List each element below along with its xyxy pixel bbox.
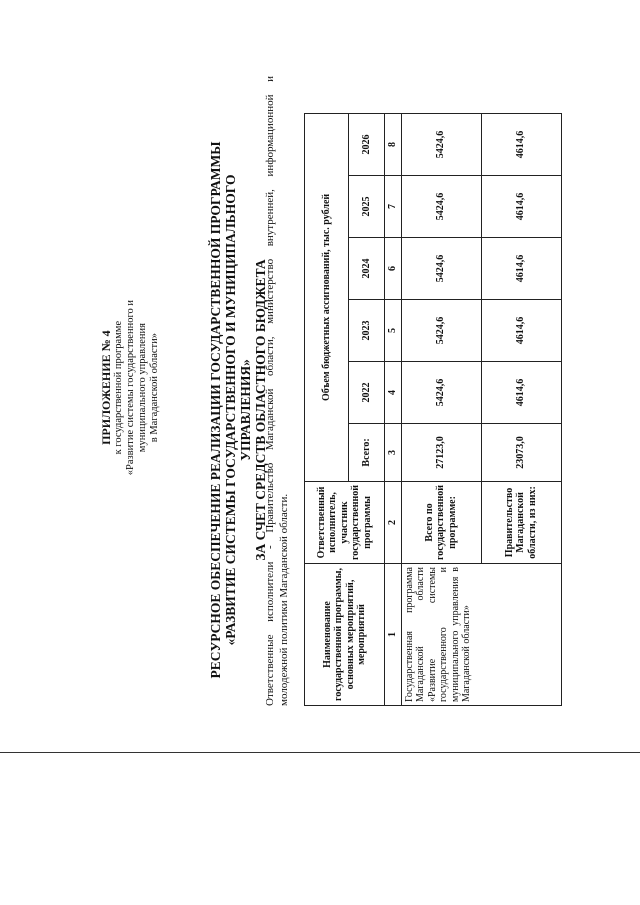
title-line: «РАЗВИТИЕ СИСТЕМЫ ГОСУДАРСТВЕННОГО И МУНИЦИПАЛЬНОГО УПРАВЛЕНИЯ» xyxy=(223,174,253,646)
title-line: ЗА СЧЕТ СРЕДСТВ ОБЛАСТНОГО БЮДЖЕТА xyxy=(253,259,268,561)
table-row xyxy=(401,113,481,705)
budget-table xyxy=(304,113,562,706)
header-executor: Ответственный исполнитель, участник государственной программы xyxy=(305,481,385,563)
header-total: Всего: xyxy=(349,423,385,481)
value-cell: 4614,6 xyxy=(481,361,561,423)
header-year: 2024 xyxy=(349,237,385,299)
value-cell: 4614,6 xyxy=(481,175,561,237)
total-cell: 27123,0 xyxy=(401,423,481,481)
title-line: РЕСУРСНОЕ ОБЕСПЕЧЕНИЕ РЕАЛИЗАЦИИ ГОСУДАРСТВЕННОЙ ПРОГРАММЫ xyxy=(208,141,223,679)
appendix-line: к государственной программе xyxy=(113,320,124,455)
value-cell: 5424,6 xyxy=(401,237,481,299)
column-number: 5 xyxy=(385,299,402,361)
column-number: 7 xyxy=(385,175,402,237)
header-year: 2026 xyxy=(349,113,385,175)
appendix-number: ПРИЛОЖЕНИЕ № 4 xyxy=(99,330,113,445)
value-cell: 5424,6 xyxy=(401,299,481,361)
program-name-cell: Государственная программа Магаданской области «Развитие системы государственного и муниципального управления в Магаданской области» xyxy=(401,564,561,706)
column-number: 4 xyxy=(385,361,402,423)
column-number: 3 xyxy=(385,423,402,481)
value-cell: 4614,6 xyxy=(481,113,561,175)
column-number: 1 xyxy=(385,564,402,706)
executor-cell: Правительство Магаданской области, из них: xyxy=(481,481,561,563)
value-cell: 5424,6 xyxy=(401,175,481,237)
appendix-line: «Развитие системы государственного и xyxy=(125,300,136,476)
header-program-name: Наименование государственной программы, основных мероприятий, мероприятий xyxy=(305,564,385,706)
value-cell: 5424,6 xyxy=(401,361,481,423)
header-year: 2023 xyxy=(349,299,385,361)
appendix-line: муниципального управления xyxy=(137,323,148,453)
intro-line: молодежной политики Магаданской области. xyxy=(278,493,290,706)
total-cell: 23073,0 xyxy=(481,423,561,481)
executor-cell: Всего по государственной программе: xyxy=(401,481,481,563)
column-number: 8 xyxy=(385,113,402,175)
value-cell: 5424,6 xyxy=(401,113,481,175)
document-title xyxy=(208,130,268,690)
appendix-line: в Магаданской области» xyxy=(149,333,160,443)
header-year: 2022 xyxy=(349,361,385,423)
column-number: 6 xyxy=(385,237,402,299)
column-number: 2 xyxy=(385,481,402,563)
intro-line: Ответственные исполнители - Правительство Магаданской области, министерство внутренней, информационной и xyxy=(264,76,276,706)
page-divider-line xyxy=(0,752,640,753)
column-number-row xyxy=(385,113,402,705)
value-cell: 4614,6 xyxy=(481,237,561,299)
responsible-executors-text xyxy=(263,76,291,706)
rotated-document-page xyxy=(8,0,538,720)
header-year: 2025 xyxy=(349,175,385,237)
value-cell: 4614,6 xyxy=(481,299,561,361)
appendix-header xyxy=(100,300,161,475)
header-budget-volume: Объем бюджетных ассигнований, тыс. рублей xyxy=(305,113,349,481)
